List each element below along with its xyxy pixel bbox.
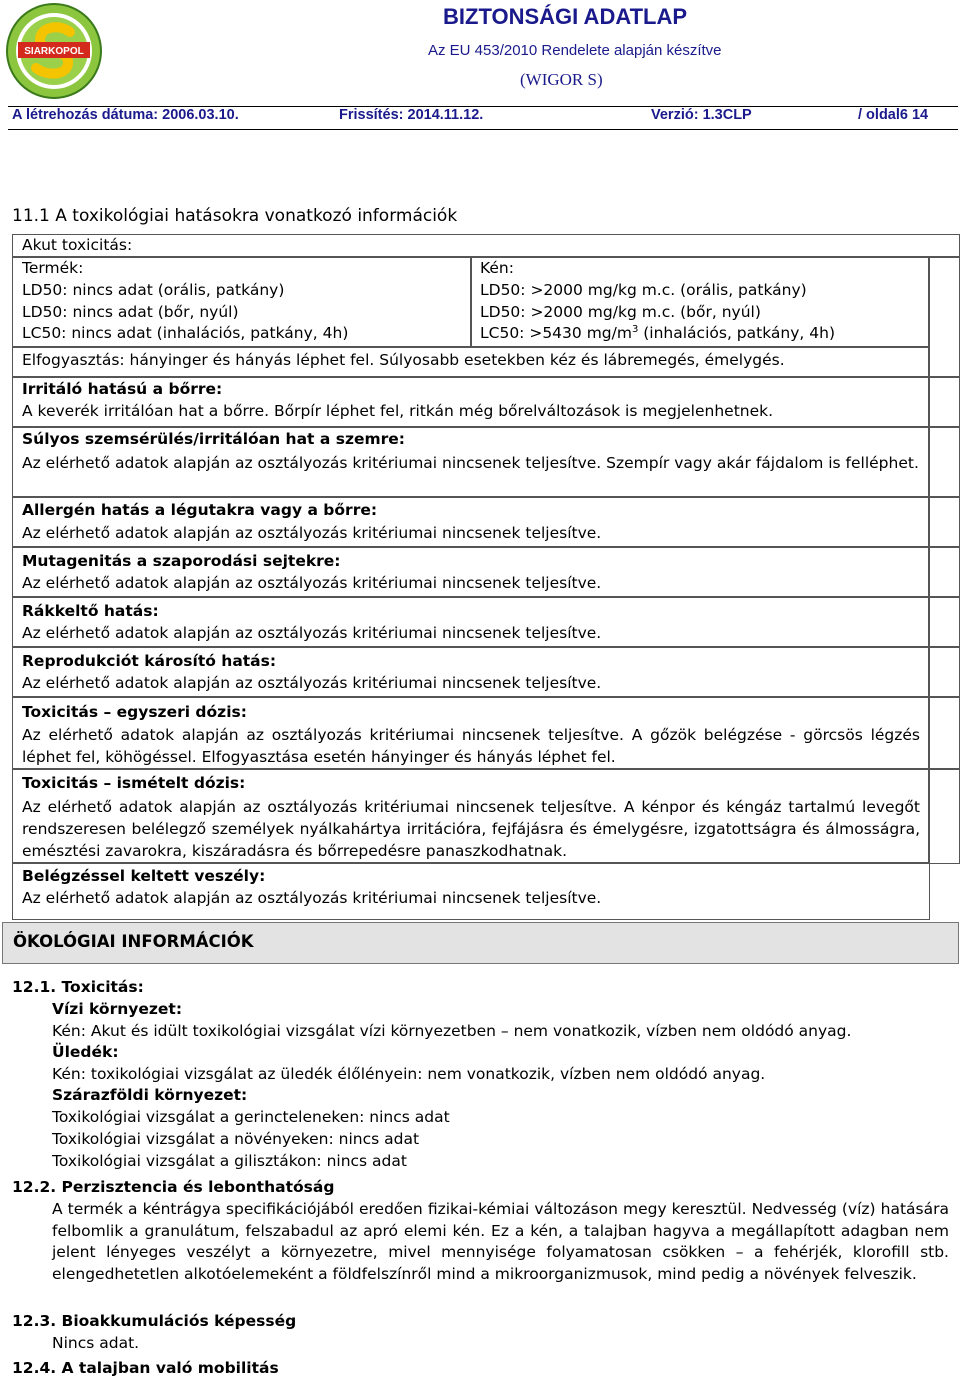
terrestrial-invertebrates: Toxikológiai vizsgálat a gerincteleneken: nincs adat: [52, 1108, 450, 1126]
sulfur-lc50-inhal: LC50: >5430 $mg/m^3$ (inhalációs, patkány, 4h): [480, 324, 835, 343]
product-lc50-inhal: LC50: nincs adat (inhalációs, patkány, 4h): [22, 324, 349, 342]
soil-mobility-title: 12.4. A talajban való mobilitás: [12, 1359, 279, 1377]
bioaccumulation-title: 12.3. Bioakkumulációs képesség: [12, 1312, 297, 1330]
creation-date: A létrehozás dátuma: 2006.03.10.: [12, 107, 239, 123]
sediment-title: Üledék:: [52, 1043, 119, 1061]
skin-irritation-title: Irritáló hatású a bőrre:: [22, 380, 223, 398]
single-dose-text: Az elérhető adatok alapján az osztályozás kritériumai nincsenek teljesítve. A gőzök belégzése - görcsös légzés léphet fel, köhögéssel. Elfogyasztása esetén hányinger és hányás léphet fel.: [22, 726, 920, 766]
company-logo: [4, 2, 104, 100]
reproductive-title: Reprodukciót károsító hatás:: [22, 652, 277, 670]
acute-title-row: [12, 234, 960, 258]
persistence-text: A termék a kéntrágya specifikációjából eredően fizikai-kémiai változáson megy keresztül. Nedvesség (víz) hatására felbomlik a granulátum, felszabadul az apró elemi kén. Ez a kén, a talajban hagyva a megállapított adagban nem jelent lényeges veszélyt a környezetre, mivel mennyisége folyamatosan csökken – a fehérjék, klorofill stb. elengedhetetlen alkotóelemeként a földfelszínről mind a mikroorganizmusok, mind pedig a növények felveszik.: [52, 1200, 949, 1283]
carcinogenicity-text: Az elérhető adatok alapján az osztályozás kritériumai nincsenek teljesítve.: [22, 624, 602, 642]
sulfur-label: Kén:: [480, 259, 514, 277]
aspiration-text: Az elérhető adatok alapján az osztályozás kritériumai nincsenek teljesítve.: [22, 889, 602, 907]
page-number: / oldal6 14: [858, 107, 929, 123]
persistence-title: 12.2. Perzisztencia és lebonthatóság: [12, 1178, 335, 1196]
carcinogenicity-title: Rákkeltő hatás:: [22, 602, 159, 620]
terrestrial-plants: Toxikológiai vizsgálat a növényeken: nincs adat: [52, 1130, 420, 1148]
sediment-text: Kén: toxikológiai vizsgálat az üledék élőlényein: nem vonatkozik, vízben nem oldódó anyag.: [52, 1065, 766, 1083]
product-ld50-skin: LD50: nincs adat (bőr, nyúl): [22, 303, 239, 321]
eye-damage-title: Súlyos szemsérülés/irritálóan hat a szemre:: [22, 430, 405, 448]
ingestion-text: Elfogyasztás: hányinger és hányás léphet fel. Súlyosabb esetekben kéz és lábremegés, émelygés.: [22, 351, 785, 369]
acute-toxicity-title: Akut toxicitás:: [22, 236, 133, 254]
sulfur-ld50-oral: LD50: >2000 mg/kg m.c. (orális, patkány): [480, 281, 807, 299]
regulation-subtitle: Az EU 453/2010 Rendelete alapján készítve: [428, 42, 722, 59]
skin-irritation-text: A keverék irritálóan hat a bőrre. Bőrpír léphet fel, ritkán még bőrelváltozások is megjelenhetnek.: [22, 402, 774, 420]
update-date: Frissítés: 2014.11.12.: [339, 107, 484, 123]
product-name: (WIGOR S): [520, 70, 603, 89]
repeated-dose-text: Az elérhető adatok alapján az osztályozás kritériumai nincsenek teljesítve. A kénpor és kéngáz tartalmú levegőt rendszeresen belélegző személyek nyálkahártya irritációra, fejfájásra és émelygésre, izgatottságra és álmosságra, emésztési zavarokra, kiszáradásra és bőrrepedésre panaszkodhatnak.: [22, 798, 920, 860]
section-11-1-title: 11.1 A toxikológiai hatásokra vonatkozó információk: [12, 206, 458, 226]
terrestrial-earthworms: Toxikológiai vizsgálat a gilisztákon: nincs adat: [52, 1152, 407, 1170]
version: Verzió: 1.3CLP: [651, 107, 752, 123]
table-right-cell: [928, 256, 960, 378]
product-ld50-oral: LD50: nincs adat (orális, patkány): [22, 281, 285, 299]
document-title: BIZTONSÁGI ADATLAP: [443, 4, 688, 29]
single-dose-title: Toxicitás – egyszeri dózis:: [22, 703, 247, 721]
product-label: Termék:: [22, 259, 84, 277]
aquatic-title: Vízi környezet:: [52, 1000, 183, 1018]
terrestrial-title: Szárazföldi környezet:: [52, 1086, 248, 1104]
eye-damage-text: Az elérhető adatok alapján az osztályozás kritériumai nincsenek teljesítve. Szempír vagy akár fájdalom is felléphet.: [22, 454, 919, 472]
allergen-text: Az elérhető adatok alapján az osztályozás kritériumai nincsenek teljesítve.: [22, 524, 602, 542]
aspiration-title: Belégzéssel keltett veszély:: [22, 867, 266, 885]
mutagenicity-text: Az elérhető adatok alapján az osztályozás kritériumai nincsenek teljesítve.: [22, 574, 602, 592]
sulfur-ld50-skin: LD50: >2000 mg/kg m.c. (bőr, nyúl): [480, 303, 761, 321]
svg-text:SIARKOPOL: SIARKOPOL: [24, 46, 84, 57]
ecological-info-header: ÖKOLÓGIAI INFORMÁCIÓK: [2, 922, 959, 964]
allergen-title: Allergén hatás a légutakra vagy a bőrre:: [22, 501, 378, 519]
mutagenicity-title: Mutagenitás a szaporodási sejtekre:: [22, 552, 341, 570]
repeated-dose-title: Toxicitás – ismételt dózis:: [22, 774, 246, 792]
bioaccumulation-text: Nincs adat.: [52, 1334, 140, 1352]
aquatic-text: Kén: Akut és idült toxikológiai vizsgálat vízi környezetben – nem vonatkozik, vízben nem oldódó anyag.: [52, 1022, 852, 1040]
reproductive-text: Az elérhető adatok alapján az osztályozás kritériumai nincsenek teljesítve.: [22, 674, 602, 692]
toxicity-subtitle: 12.1. Toxicitás:: [12, 978, 144, 996]
